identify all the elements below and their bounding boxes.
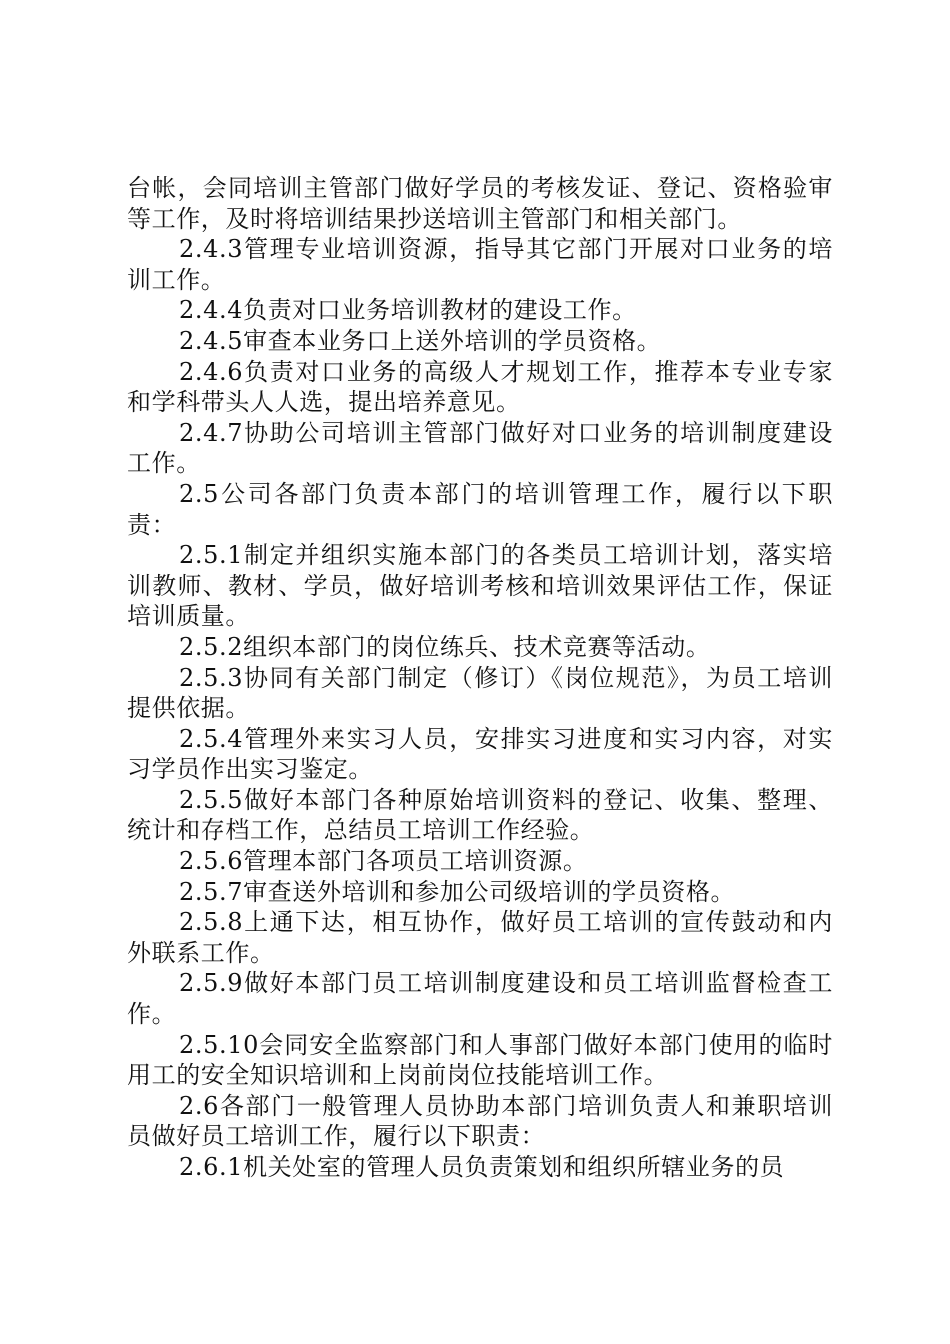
paragraph-2-5-3: 2.5.3协同有关部门制定（修订）《岗位规范》，为员工培训提供依据。 — [127, 663, 833, 723]
paragraph-2-5-6: 2.5.6管理本部门各项员工培训资源。 — [179, 847, 588, 876]
document-body — [127, 173, 833, 1183]
paragraph-2-4-7: 2.4.7协助公司培训主管部门做好对口业务的培训制度建设工作。 — [127, 418, 833, 478]
paragraph-2-5-9: 2.5.9做好本部门员工培训制度建设和员工培训监督检查工作。 — [127, 969, 833, 1029]
paragraph-2-4-6: 2.4.6负责对口业务的高级人才规划工作，推荐本专业专家和学科带头人人选，提出培养意见。 — [127, 357, 833, 417]
paragraph-2-5: 2.5公司各部门负责本部门的培训管理工作，履行以下职责： — [127, 479, 833, 539]
paragraph-2-4-4: 2.4.4负责对口业务培训教材的建设工作。 — [179, 296, 637, 325]
paragraph-2-4-5: 2.4.5审查本业务口上送外培训的学员资格。 — [179, 326, 662, 355]
paragraph-2-5-5: 2.5.5做好本部门各种原始培训资料的登记、收集、整理、统计和存档工作，总结员工培训工作经验。 — [127, 785, 833, 845]
paragraph-2-5-1: 2.5.1制定并组织实施本部门的各类员工培训计划，落实培训教师、教材、学员，做好培训考核和培训效果评估工作，保证培训质量。 — [127, 541, 833, 631]
paragraph-1: 台帐，会同培训主管部门做好学员的考核发证、登记、资格验审等工作，及时将培训结果抄送培训主管部门和相关部门。 — [127, 174, 833, 233]
paragraph-2-5-4: 2.5.4管理外来实习人员，安排实习进度和实习内容，对实习学员作出实习鉴定。 — [127, 724, 833, 784]
paragraph-2-5-7: 2.5.7审查送外培训和参加公司级培训的学员资格。 — [179, 877, 736, 906]
paragraph-2-5-2: 2.5.2组织本部门的岗位练兵、技术竞赛等活动。 — [179, 632, 711, 661]
paragraph-2-4-3: 2.4.3管理专业培训资源，指导其它部门开展对口业务的培训工作。 — [127, 235, 833, 294]
paragraph-2-5-8: 2.5.8上通下达，相互协作，做好员工培训的宣传鼓动和内外联系工作。 — [127, 908, 833, 967]
paragraph-2-5-10: 2.5.10会同安全监察部门和人事部门做好本部门使用的临时用工的安全知识培训和上岗前岗位技能培训工作。 — [127, 1030, 833, 1090]
paragraph-2-6: 2.6各部门一般管理人员协助本部门培训负责人和兼职培训员做好员工培训工作，履行以下职责： — [127, 1091, 833, 1151]
paragraph-2-6-1: 2.6.1机关处室的管理人员负责策划和组织所辖业务的员 — [179, 1153, 785, 1181]
